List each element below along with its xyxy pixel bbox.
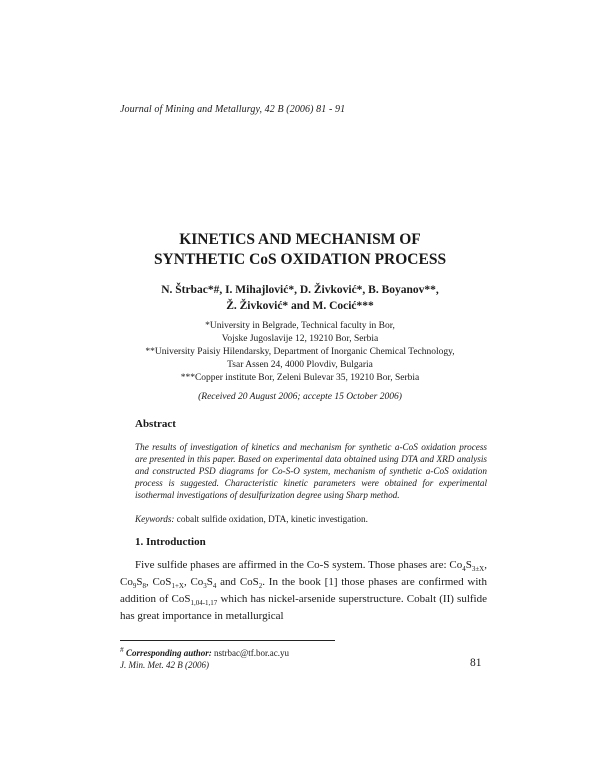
abstract-heading: Abstract <box>135 418 176 430</box>
section-heading-introduction: 1. Introduction <box>135 536 206 548</box>
affiliations <box>0 320 600 385</box>
author-email: nstrbac@tf.bor.ac.yu <box>211 648 290 658</box>
affiliation-line: ***Copper institute Bor, Zeleni Bulevar 35, 19210 Bor, Serbia <box>180 373 420 383</box>
introduction-paragraph: Five sulfide phases are affirmed in the Co-S system. Those phases are: $Co_4S_{3\pm X}$, $Co_9S_8$, CoS$_{1+X}$, $Co_3S_4$ and CoS$_2$. In the book [1] those phases are confirmed with addition of CoS$_{1,04-1,17}$ which has nickel-arsenide superstructure. Cobalt (II) sulfide has great importance in metallurgical <box>120 559 487 622</box>
paper-title <box>0 230 600 270</box>
footer-citation: J. Min. Met. 42 B (2006) <box>120 660 209 670</box>
corresponding-author-footnote <box>120 645 289 658</box>
affiliation-line: Tsar Assen 24, 4000 Plovdiv, Bulgaria <box>227 360 373 370</box>
keywords <box>135 514 368 524</box>
keywords-text: cobalt sulfide oxidation, DTA, kinetic investigation. <box>174 514 368 524</box>
affiliation-line: *University in Belgrade, Technical faculty in Bor, <box>205 321 395 331</box>
journal-header: Journal of Mining and Metallurgy, 42 B (2006) 81 - 91 <box>120 104 346 115</box>
footnote-separator <box>120 640 335 641</box>
affiliation-line: **University Paisiy Hilendarsky, Department of Inorganic Chemical Technology, <box>145 347 455 357</box>
footnote-label: Corresponding author: <box>123 648 212 658</box>
title-line-1: KINETICS AND MECHANISM OF <box>179 231 421 248</box>
page-number: 81 <box>470 657 482 669</box>
affiliation-line: Vojske Jugoslavije 12, 19210 Bor, Serbia <box>221 334 379 344</box>
title-line-2: SYNTHETIC CoS OXIDATION PROCESS <box>153 251 447 268</box>
keywords-label: Keywords: <box>135 514 175 524</box>
abstract-text: The results of investigation of kinetics and mechanism for synthetic a-CoS oxidation process are presented in this paper. Based on experimental data obtained using DTA and XRD analysis and constructed PSD diagrams for Co-S-O system, mechanism of synthetic a-CoS oxidation process is suggested. Characteristic kinetic parameters were obtained for experimental isothermal investigations of desulfurization degree using Sharp method. <box>135 442 487 500</box>
authors-line-2: Ž. Živković* and M. Cocić*** <box>226 300 374 312</box>
received-dates: (Received 20 August 2006; accepte 15 October 2006) <box>198 392 402 402</box>
authors <box>0 282 600 314</box>
footnote-mark: # <box>120 645 124 654</box>
authors-line-1: N. Štrbac*#, I. Mihajlović*, D. Živković*, B. Boyanov**, <box>161 284 439 296</box>
